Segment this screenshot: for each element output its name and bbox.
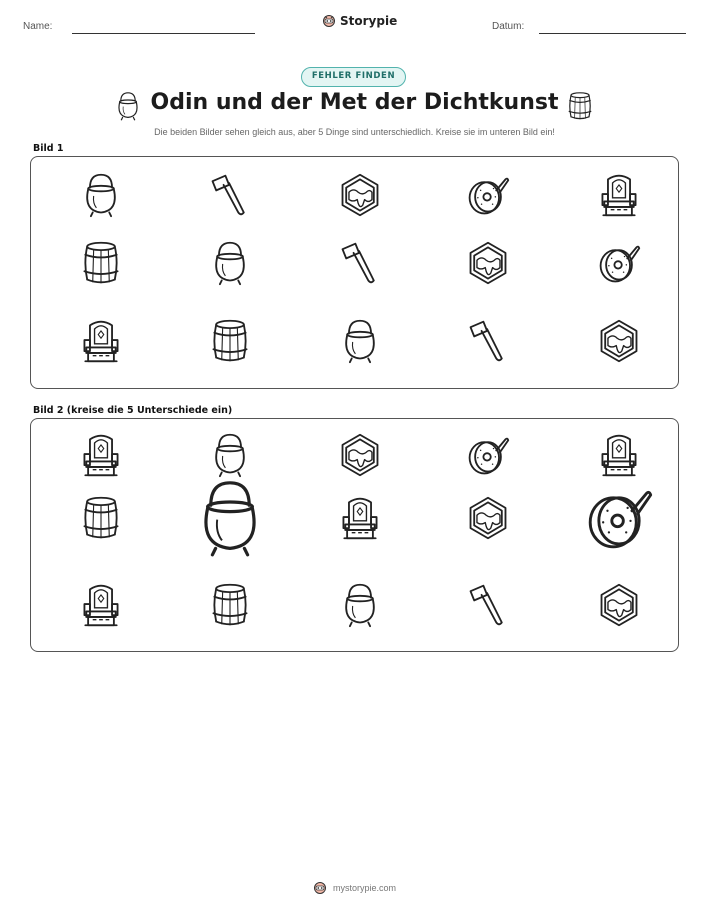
title-barrel-icon: [565, 91, 595, 121]
picture1-grindstone-icon: [596, 240, 642, 286]
picture2-throne-icon[interactable]: [596, 432, 642, 478]
picture1-cauldron-icon: [337, 318, 383, 364]
footer: [0, 880, 709, 896]
picture1-cauldron-icon: [78, 172, 124, 218]
instructions: Die beiden Bilder sehen gleich aus, aber 5 Dinge sind unterschiedlich. Kreise sie im unteren Bild ein!: [154, 127, 555, 137]
activity-badge: FEHLER FINDEN: [301, 67, 406, 87]
picture2-barrel-icon[interactable]: [78, 495, 124, 541]
picture2-grindstone-icon[interactable]: [465, 432, 511, 478]
name-line[interactable]: [72, 33, 255, 34]
page-title: Odin und der Met der Dichtkunst: [150, 90, 559, 115]
picture2-mead-hex-icon[interactable]: [337, 432, 383, 478]
picture1-hammer-icon: [337, 240, 383, 286]
picture1-barrel-icon: [207, 318, 253, 364]
picture2-mead-hex-icon[interactable]: [465, 495, 511, 541]
name-label: Name:: [23, 21, 53, 32]
picture1-grindstone-icon: [465, 172, 511, 218]
picture1-barrel-icon: [78, 240, 124, 286]
picture2-barrel-icon[interactable]: [207, 582, 253, 628]
picture2-throne-icon[interactable]: [78, 582, 124, 628]
picture1-panel: [30, 156, 679, 389]
picture2-label: Bild 2 (kreise die 5 Unterschiede ein): [33, 405, 233, 416]
picture1-cauldron-icon: [207, 240, 253, 286]
date-line[interactable]: [539, 33, 686, 34]
picture2-cauldron-icon[interactable]: [190, 478, 270, 558]
picture2-throne-icon[interactable]: [78, 432, 124, 478]
picture1-mead-hex-icon: [465, 240, 511, 286]
date-label: Datum:: [492, 21, 525, 32]
picture1-hammer-icon: [465, 318, 511, 364]
picture2-throne-icon[interactable]: [337, 495, 383, 541]
picture1-mead-hex-icon: [596, 318, 642, 364]
picture1-label: Bild 1: [33, 143, 64, 154]
storypie-mascot-icon: [322, 13, 336, 29]
picture2-cauldron-icon[interactable]: [337, 582, 383, 628]
picture2-mead-hex-icon[interactable]: [596, 582, 642, 628]
picture1-throne-icon: [596, 172, 642, 218]
storypie-mascot-icon: [313, 880, 327, 896]
brand-logo: [322, 13, 397, 29]
footer-url: mystorypie.com: [332, 883, 396, 893]
picture1-mead-hex-icon: [337, 172, 383, 218]
picture2-panel[interactable]: [30, 418, 679, 652]
picture2-hammer-icon[interactable]: [465, 582, 511, 628]
picture1-hammer-icon: [207, 172, 253, 218]
picture2-grindstone-icon[interactable]: [583, 482, 655, 554]
picture1-throne-icon: [78, 318, 124, 364]
brand-name: Storypie: [340, 14, 398, 28]
picture2-cauldron-icon[interactable]: [207, 432, 253, 478]
